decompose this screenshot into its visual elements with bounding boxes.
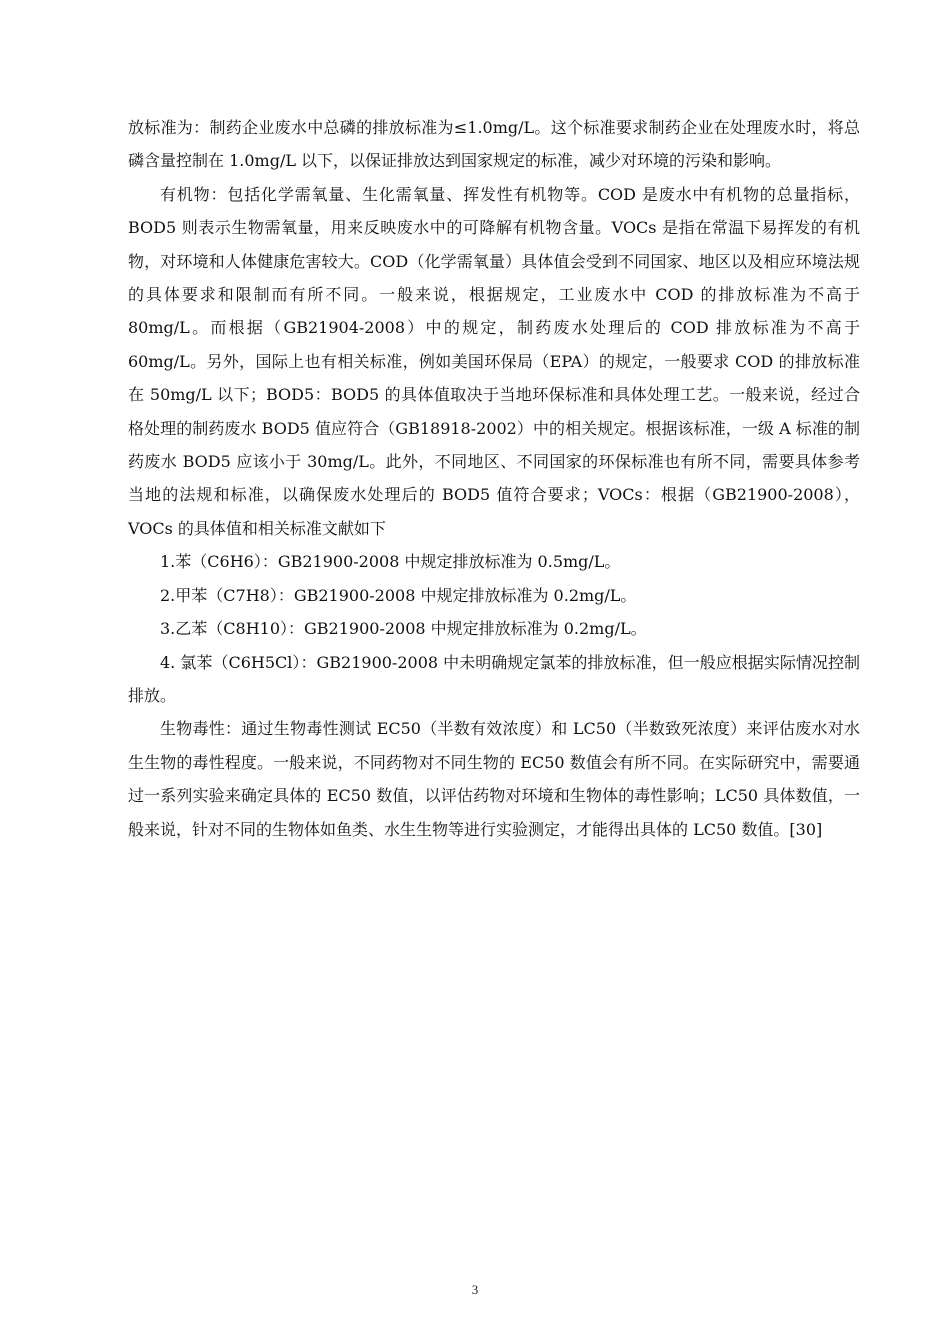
- list-item-ethylbenzene: 3.乙苯（C8H10）：GB21900-2008 中规定排放标准为 0.2mg/L。: [160, 619, 647, 639]
- paragraph-organic-matter: 有机物：包括化学需氧量、生化需氧量、挥发性有机物等。COD 是废水中有机物的总量指标，BOD5 则表示生物需氧量，用来反映废水中的可降解有机物含量。VOCs 是指在常温下易挥发的有机物，对环境和人体健康危害较大。COD（化学需氧量）具体值会受到不同国家、地区以及相应环境法规的具体要求和限制而有所不同。一般来说，根据规定，工业废水中 COD 的排放标准为不高于 80mg/L。而根据（GB21904-2008）中的规定，制药废水处理后的 COD 排放标准为不高于 60mg/L。另外，国际上也有相关标准，例如美国环保局（EPA）的规定，一般要求 COD 的排放标准在 50mg/L 以下；BOD5：BOD5 的具体值取决于当地环保标准和具体处理工艺。一般来说，经过合格处理的制药废水 BOD5 值应符合（GB18918-2002）中的相关规定。根据该标准，一级 A 标准的制药废水 BOD5 应该小于 30mg/L。此外，不同地区、不同国家的环保标准也有所不同，需要具体参考当地的法规和标准，以确保废水处理后的 BOD5 值符合要求；VOCs：根据（GB21900-2008），VOCs 的具体值和相关标准文献如下: [128, 184, 860, 538]
- paragraph-biotoxicity: 生物毒性：通过生物毒性测试 EC50（半数有效浓度）和 LC50（半数致死浓度）来评估废水对水生生物的毒性程度。一般来说，不同药物对不同生物的 EC50 数值会有所不同。在实际研究中，需要通过一系列实验来确定具体的 EC50 数值，以评估药物对环境和生物体的毒性影响；LC50 具体数值，一般来说，针对不同的生物体如鱼类、水生生物等进行实验测定，才能得出具体的 LC50 数值。[30]: [128, 719, 860, 839]
- document-body: [128, 111, 860, 846]
- list-item-chlorobenzene: 4. 氯苯（C6H5Cl）：GB21900-2008 中未明确规定氯苯的排放标准，但一般应根据实际情况控制排放。: [128, 652, 860, 705]
- list-item-toluene: 2.甲苯（C7H8）：GB21900-2008 中规定排放标准为 0.2mg/L。: [160, 585, 637, 605]
- paragraph-phosphorus-standard: 放标准为：制药企业废水中总磷的排放标准为≤1.0mg/L。这个标准要求制药企业在处理废水时，将总磷含量控制在 1.0mg/L 以下，以保证排放达到国家规定的标准，减少对环境的污染和影响。: [128, 118, 860, 171]
- page-number: 3: [471, 1282, 479, 1297]
- list-item-benzene: 1.苯（C6H6）：GB21900-2008 中规定排放标准为 0.5mg/L。: [160, 552, 621, 572]
